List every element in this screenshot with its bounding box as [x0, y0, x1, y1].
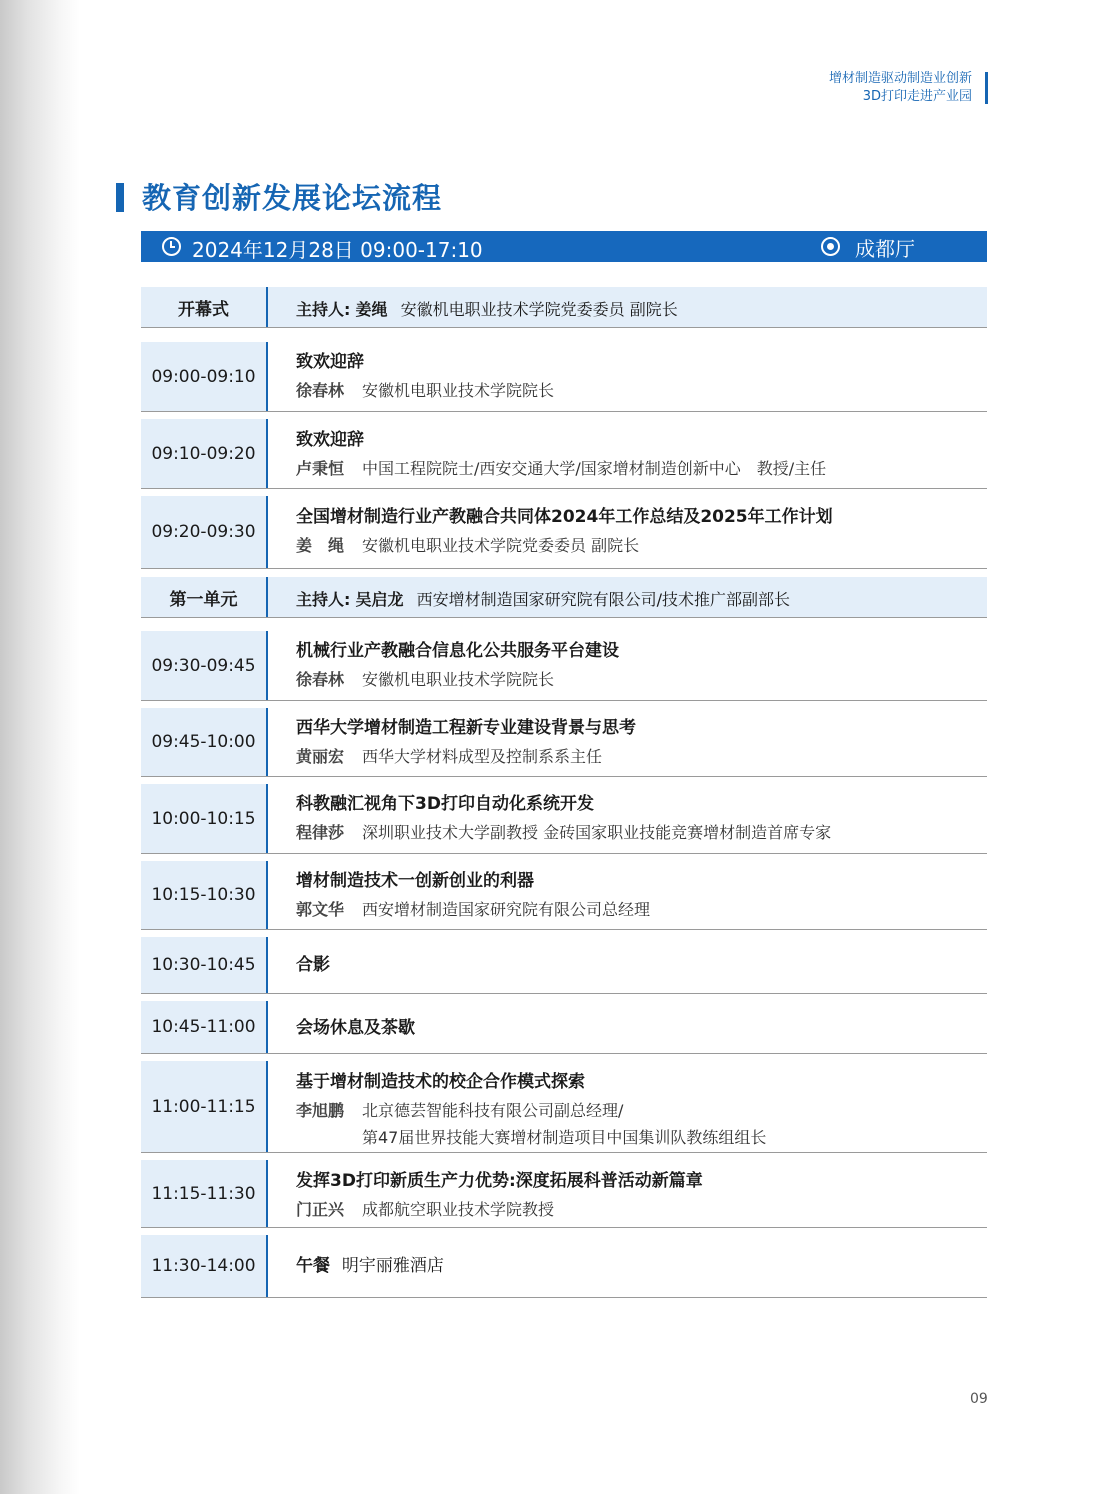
speaker-line: [296, 1197, 977, 1220]
session-topic: 合影: [296, 955, 330, 975]
schedule-row: [141, 1053, 987, 1153]
speaker-name: 郭文华: [296, 900, 345, 919]
time-slot: 10:45-11:00: [141, 1001, 268, 1053]
location-pin-icon: [821, 237, 840, 256]
time-slot: 10:30-10:45: [141, 937, 268, 993]
schedule-row: [141, 929, 987, 994]
speaker-line: [296, 533, 977, 556]
session-topic: 会场休息及茶歇: [296, 1018, 415, 1038]
speaker-title: 成都航空职业技术学院教授: [362, 1200, 555, 1219]
lunch-place: 明宇丽雅酒店: [341, 1256, 444, 1276]
session-topic: 致欢迎辞: [296, 352, 364, 372]
running-header-rule: [985, 72, 988, 104]
section-label: 第一单元: [141, 577, 268, 617]
session-topic: 发挥3D打印新质生产力优势:深度拓展科普活动新篇章: [296, 1171, 703, 1191]
time-slot: 11:30-14:00: [141, 1235, 268, 1297]
speaker-title: 安徽机电职业技术学院院长: [362, 670, 555, 689]
event-date: 2024年12月28日 09:00-17:10: [192, 238, 483, 262]
session-topic: 增材制造技术一创新创业的利器: [296, 871, 534, 891]
speaker-title: 安徽机电职业技术学院院长: [362, 381, 555, 400]
lunch-line: [296, 1251, 977, 1276]
host-name: 姜绳: [355, 300, 388, 319]
host-label: 主持人:: [296, 590, 351, 609]
time-slot: 09:10-09:20: [141, 419, 268, 488]
speaker-title-continued: 第47届世界技能大赛增材制造项目中国集训队教练组组长: [362, 1128, 767, 1147]
session-topic: 全国增材制造行业产教融合共同体2024年工作总结及2025年工作计划: [296, 507, 833, 527]
schedule-row: [141, 1152, 987, 1228]
speaker-line: [296, 456, 977, 479]
lunch-label: 午餐: [296, 1256, 330, 1276]
schedule-row: [141, 488, 987, 569]
section-row-unit-one: [141, 577, 987, 618]
speaker-name: 徐春林: [296, 670, 345, 689]
session-topic: 基于增材制造技术的校企合作模式探索: [296, 1072, 585, 1092]
speaker-title: 深圳职业技术大学副教授 金砖国家职业技能竞赛增材制造首席专家: [362, 823, 832, 842]
speaker-name: 黄丽宏: [296, 747, 345, 766]
speaker-title: 西华大学材料成型及控制系系主任: [362, 747, 603, 766]
speaker-title: 安徽机电职业技术学院党委委员 副院长: [362, 536, 640, 555]
section-label: 开幕式: [141, 287, 268, 327]
date-venue-bar: [141, 231, 987, 262]
speaker-name: 门正兴: [296, 1200, 345, 1219]
speaker-name: 卢秉恒: [296, 459, 345, 478]
time-slot: 10:15-10:30: [141, 861, 268, 929]
time-slot: 09:45-10:00: [141, 708, 268, 776]
time-slot: 11:15-11:30: [141, 1160, 268, 1227]
speaker-name: 程律莎: [296, 823, 345, 842]
running-header: [829, 70, 972, 106]
speaker-name: 徐春林: [296, 381, 345, 400]
time-slot: 09:20-09:30: [141, 496, 268, 568]
speaker-line: [296, 378, 977, 401]
schedule-row: [141, 853, 987, 930]
speaker-name: 李旭鹏: [296, 1101, 345, 1120]
session-topic: 西华大学增材制造工程新专业建设背景与思考: [296, 718, 636, 738]
schedule-row: [141, 700, 987, 777]
host-title: 安徽机电职业技术学院党委委员 副院长: [400, 300, 678, 319]
schedule-row: [141, 333, 987, 412]
page-title: 教育创新发展论坛流程: [142, 181, 443, 215]
time-slot: 09:30-09:45: [141, 631, 268, 700]
speaker-title: 中国工程院院士/西安交通大学/国家增材制造创新中心 教授/主任: [362, 459, 827, 478]
speaker-line: [296, 1098, 977, 1121]
time-slot: 10:00-10:15: [141, 784, 268, 853]
time-slot: 09:00-09:10: [141, 342, 268, 411]
page-number: 09: [970, 1391, 988, 1407]
session-topic: 科教融汇视角下3D打印自动化系统开发: [296, 794, 594, 814]
speaker-line: [296, 820, 977, 843]
time-slot: 11:00-11:15: [141, 1061, 268, 1152]
schedule-row: [141, 411, 987, 489]
speaker-line: [296, 897, 977, 920]
clock-icon: [162, 237, 181, 256]
schedule-row-lunch: [141, 1227, 987, 1298]
speaker-title: 北京德芸智能科技有限公司副总经理/: [362, 1101, 624, 1120]
host-line: [296, 587, 977, 610]
speaker-line: [296, 744, 977, 767]
speaker-name: 姜 绳: [296, 536, 345, 555]
title-accent-bar: [116, 183, 124, 212]
session-topic: 机械行业产教融合信息化公共服务平台建设: [296, 641, 619, 661]
page-spine-shadow: [0, 0, 80, 1494]
speaker-line: [296, 667, 977, 690]
section-row-opening: [141, 287, 987, 328]
schedule-row: [141, 993, 987, 1054]
host-label: 主持人:: [296, 300, 351, 319]
schedule-row: [141, 623, 987, 701]
host-name: 吴启龙: [355, 590, 404, 609]
schedule-row: [141, 776, 987, 854]
speaker-title: 西安增材制造国家研究院有限公司总经理: [362, 900, 651, 919]
session-topic: 致欢迎辞: [296, 430, 364, 450]
host-title: 西安增材制造国家研究院有限公司/技术推广部副部长: [416, 590, 791, 609]
event-venue: 成都厅: [855, 237, 915, 261]
host-line: [296, 297, 977, 320]
running-header-line2: 3D打印走进产业园: [862, 89, 972, 104]
running-header-line1: 增材制造驱动制造业创新: [828, 71, 972, 86]
